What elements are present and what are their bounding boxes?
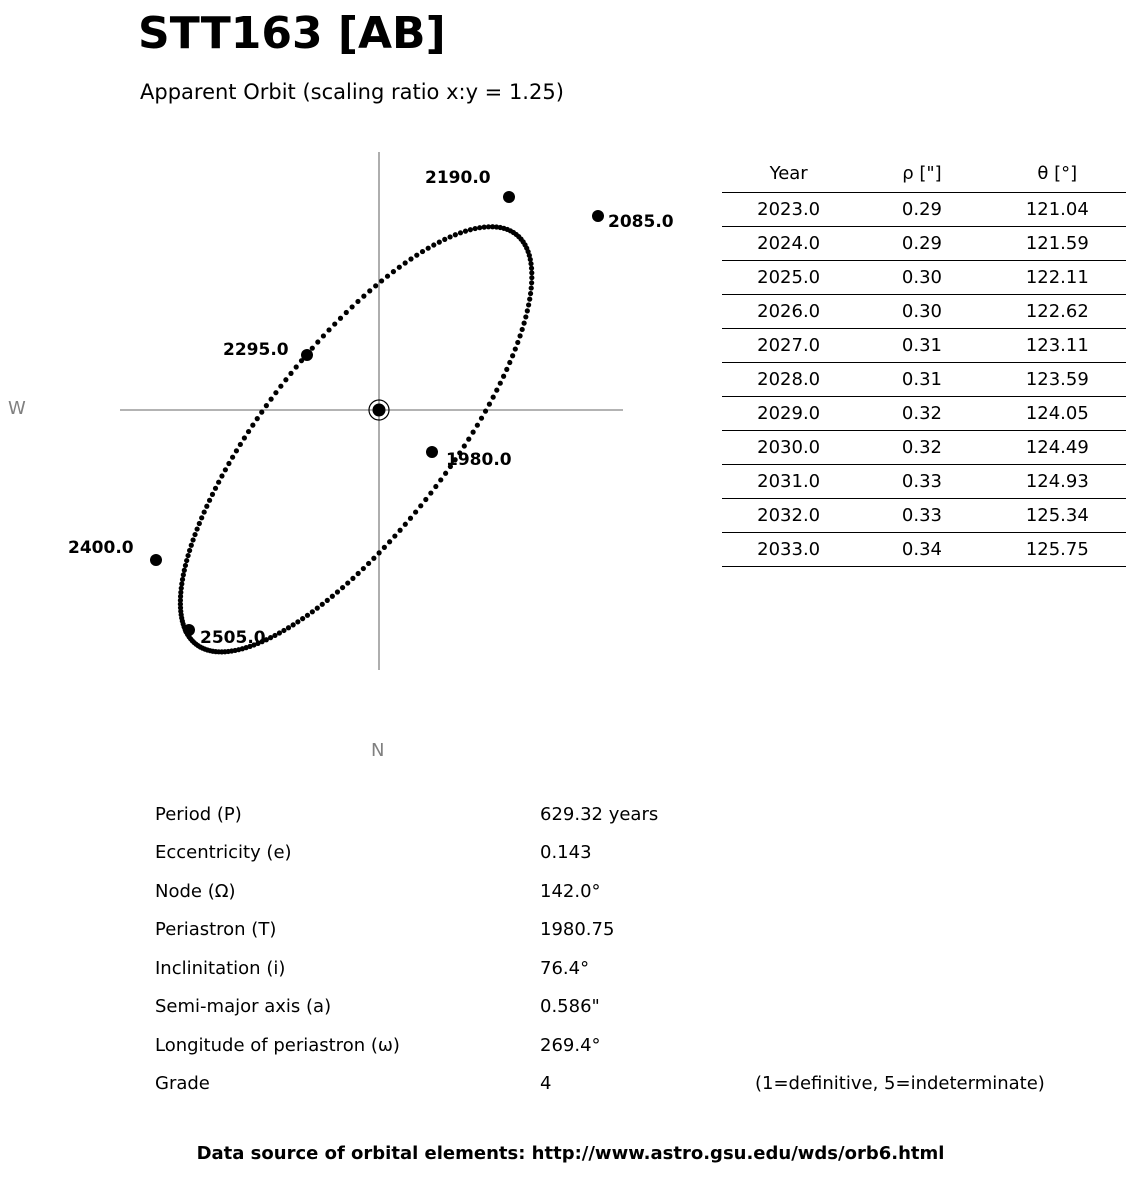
ephemeris-table-body — [722, 193, 1126, 567]
page-title: STT163 [AB] — [138, 8, 446, 59]
data-source-footer: Data source of orbital elements: http://www.astro.gsu.edu/wds/orb6.html — [196, 1143, 945, 1164]
orbit-dot — [305, 613, 310, 618]
orbit-dot — [507, 360, 512, 365]
epoch-marker — [301, 349, 313, 361]
orbital-element-row — [155, 834, 1045, 873]
orbital-element-row — [155, 949, 1045, 988]
element-value: 76.4° — [540, 957, 590, 979]
orbit-dot — [310, 346, 315, 351]
orbit-dot — [238, 442, 243, 447]
orbit-path-dots — [178, 224, 535, 654]
orbit-dot — [475, 423, 480, 428]
orbit-dot — [523, 314, 528, 319]
orbit-dot — [213, 486, 218, 491]
orbit-dot — [528, 291, 533, 296]
orbit-dot — [315, 606, 320, 611]
orbit-dot — [397, 265, 402, 270]
table-row — [722, 193, 1126, 227]
orbit-dot — [288, 371, 293, 376]
orbit-dot — [515, 340, 520, 345]
element-value: 4 — [540, 1073, 552, 1095]
orbit-dot — [522, 321, 527, 326]
orbital-element-row — [155, 1026, 1045, 1065]
orbit-dot — [520, 327, 525, 332]
cell-year: 2030.0 — [722, 431, 855, 465]
cell-theta: 124.93 — [989, 465, 1126, 499]
orbit-dot — [315, 339, 320, 344]
cell-rho: 0.34 — [855, 533, 988, 567]
element-label: Semi-major axis (a) — [155, 996, 332, 1018]
epoch-label: 1980.0 — [446, 450, 512, 470]
orbit-dot — [192, 532, 197, 537]
orbit-dot — [525, 308, 530, 313]
cell-theta: 124.05 — [989, 397, 1126, 431]
orbit-dot — [326, 327, 331, 332]
orbit-dot — [382, 545, 387, 550]
orbit-dot — [529, 285, 534, 290]
element-value: 0.586" — [540, 996, 600, 1018]
orbit-dot — [345, 580, 350, 585]
orbit-dot — [179, 581, 184, 586]
cell-year: 2029.0 — [722, 397, 855, 431]
orbit-dot — [199, 515, 204, 520]
element-label: Inclinitation (i) — [155, 957, 286, 979]
orbit-dot — [202, 509, 207, 514]
orbit-dot — [468, 227, 473, 232]
orbit-dot — [281, 628, 286, 633]
cell-theta: 124.49 — [989, 431, 1126, 465]
orbital-element-row — [155, 795, 1045, 834]
epoch-label: 2085.0 — [608, 212, 674, 232]
orbit-dot — [350, 304, 355, 309]
orbit-dot — [273, 390, 278, 395]
orbit-dot — [277, 630, 282, 635]
orbit-dot — [414, 253, 419, 258]
cell-theta: 125.34 — [989, 499, 1126, 533]
orbit-dot — [473, 226, 478, 231]
cell-year: 2028.0 — [722, 363, 855, 397]
orbit-dot — [180, 577, 185, 582]
orbit-dot — [513, 346, 518, 351]
epoch-label: 2190.0 — [425, 168, 491, 188]
table-row — [722, 329, 1126, 363]
orbit-dot — [226, 461, 231, 466]
cell-year: 2025.0 — [722, 261, 855, 295]
orbit-dot — [223, 467, 228, 472]
cell-rho: 0.33 — [855, 465, 988, 499]
orbit-dot — [210, 492, 215, 497]
orbit-dot — [471, 430, 476, 435]
orbit-dot — [453, 232, 458, 237]
orbit-dot — [391, 269, 396, 274]
element-label: Grade — [155, 1073, 210, 1095]
table-row — [722, 363, 1126, 397]
epoch-marker — [426, 446, 438, 458]
orbit-dot — [350, 576, 355, 581]
cell-year: 2031.0 — [722, 465, 855, 499]
orbit-dot — [527, 297, 532, 302]
orbit-dot — [189, 543, 194, 548]
orbit-dot — [403, 260, 408, 265]
element-value: 629.32 years — [540, 803, 659, 825]
orbit-dot — [529, 270, 534, 275]
orbit-dot — [181, 572, 186, 577]
orbit-dot — [230, 455, 235, 460]
cell-theta: 121.04 — [989, 193, 1126, 227]
element-value: 142.0° — [540, 880, 601, 902]
orbit-dot — [433, 484, 438, 489]
orbit-dot — [204, 504, 209, 509]
element-label: Eccentricity (e) — [155, 842, 292, 864]
column-header-theta: θ [°] — [989, 158, 1126, 193]
orbit-dot — [259, 410, 264, 415]
cell-year: 2026.0 — [722, 295, 855, 329]
cell-rho: 0.33 — [855, 499, 988, 533]
orbit-dot — [385, 274, 390, 279]
orbit-dot — [373, 283, 378, 288]
ephemeris-table — [722, 158, 1126, 567]
orbit-dot — [408, 256, 413, 261]
orbit-dot — [504, 367, 509, 372]
cell-year: 2032.0 — [722, 499, 855, 533]
cell-rho: 0.31 — [855, 363, 988, 397]
table-row — [722, 465, 1126, 499]
orbit-dot — [190, 537, 195, 542]
orbit-dot — [408, 516, 413, 521]
orbit-dot — [294, 364, 299, 369]
orbit-dot — [184, 558, 189, 563]
element-value: 1980.75 — [540, 919, 615, 941]
cell-year: 2024.0 — [722, 227, 855, 261]
orbital-elements-list — [155, 795, 1045, 1103]
orbit-dot — [355, 299, 360, 304]
element-note: (1=definitive, 5=indeterminate) — [755, 1073, 1045, 1095]
orbit-dot — [300, 616, 305, 621]
orbit-dot — [397, 528, 402, 533]
axis-label-west: W — [8, 398, 26, 419]
orbit-dot — [185, 553, 190, 558]
orbit-dot — [392, 533, 397, 538]
epoch-marker — [592, 210, 604, 222]
orbital-element-row — [155, 872, 1045, 911]
orbit-dot — [219, 473, 224, 478]
orbit-dot — [195, 526, 200, 531]
cell-year: 2033.0 — [722, 533, 855, 567]
orbit-dot — [510, 353, 515, 358]
cell-theta: 122.62 — [989, 295, 1126, 329]
epoch-label: 2400.0 — [68, 538, 134, 558]
cell-rho: 0.30 — [855, 261, 988, 295]
page-subtitle: Apparent Orbit (scaling ratio x:y = 1.25) — [140, 80, 564, 104]
orbit-dot — [479, 416, 484, 421]
orbit-dot — [379, 278, 384, 283]
apparent-orbit-plot — [8, 140, 700, 780]
epoch-label: 2295.0 — [223, 340, 289, 360]
cell-rho: 0.29 — [855, 227, 988, 261]
orbit-dot — [420, 249, 425, 254]
orbit-dot — [344, 310, 349, 315]
orbit-dot — [361, 566, 366, 571]
table-row — [722, 261, 1126, 295]
orbital-element-row — [155, 1065, 1045, 1104]
orbit-dot — [431, 242, 436, 247]
orbit-dot — [403, 522, 408, 527]
orbit-dot — [477, 225, 482, 230]
orbit-dot — [377, 550, 382, 555]
cell-theta: 123.59 — [989, 363, 1126, 397]
orbit-dot — [528, 261, 533, 266]
cell-rho: 0.30 — [855, 295, 988, 329]
table-row — [722, 397, 1126, 431]
orbit-dot — [367, 288, 372, 293]
cell-theta: 125.75 — [989, 533, 1126, 567]
orbit-dot — [511, 230, 516, 235]
epoch-marker — [183, 624, 195, 636]
column-header-year: Year — [722, 158, 855, 193]
orbit-dot — [216, 480, 221, 485]
cell-rho: 0.32 — [855, 431, 988, 465]
orbit-dot — [501, 374, 506, 379]
cell-theta: 121.59 — [989, 227, 1126, 261]
orbit-dot — [321, 333, 326, 338]
orbit-dot — [325, 598, 330, 603]
orbit-dot — [462, 443, 467, 448]
epoch-marker — [150, 554, 162, 566]
orbit-dot — [448, 234, 453, 239]
orbit-dot — [269, 397, 274, 402]
primary-star-marker — [373, 404, 386, 417]
element-value: 269.4° — [540, 1034, 601, 1056]
orbit-dot — [463, 229, 468, 234]
orbit-dot — [487, 402, 492, 407]
orbit-dot — [295, 619, 300, 624]
orbital-element-row — [155, 911, 1045, 950]
cell-rho: 0.29 — [855, 193, 988, 227]
orbit-dot — [340, 585, 345, 590]
orbit-dot — [423, 497, 428, 502]
orbit-dot — [529, 275, 534, 280]
orbit-dot — [491, 395, 496, 400]
orbit-dot — [234, 448, 239, 453]
orbit-dot — [443, 471, 448, 476]
orbit-dot — [255, 416, 260, 421]
orbit-dot — [387, 539, 392, 544]
orbit-dot — [250, 423, 255, 428]
orbit-dot — [242, 435, 247, 440]
orbit-dot — [426, 246, 431, 251]
orbit-dot — [197, 521, 202, 526]
epoch-marker — [503, 191, 515, 203]
orbit-dot — [338, 316, 343, 321]
orbit-dot — [498, 381, 503, 386]
cell-year: 2027.0 — [722, 329, 855, 363]
column-header-rho: ρ ["] — [855, 158, 988, 193]
orbital-element-row — [155, 988, 1045, 1027]
orbit-dot — [458, 230, 463, 235]
orbit-dot — [428, 490, 433, 495]
orbit-dot — [335, 589, 340, 594]
table-row — [722, 499, 1126, 533]
orbit-dot — [437, 240, 442, 245]
orbit-dot — [320, 602, 325, 607]
orbit-dot — [286, 625, 291, 630]
orbit-diagram-svg — [60, 140, 700, 780]
orbit-dot — [438, 477, 443, 482]
orbit-dot — [418, 503, 423, 508]
orbit-dot — [466, 437, 471, 442]
cell-theta: 122.11 — [989, 261, 1126, 295]
element-label: Periastron (T) — [155, 919, 277, 941]
orbit-dot — [291, 622, 296, 627]
orbit-dot — [246, 429, 251, 434]
orbit-dot — [278, 384, 283, 389]
orbit-dot — [310, 609, 315, 614]
table-row — [722, 431, 1126, 465]
orbit-dot — [517, 333, 522, 338]
orbit-dot — [366, 561, 371, 566]
orbit-dot — [483, 409, 488, 414]
element-label: Longitude of periastron (ω) — [155, 1034, 400, 1056]
orbit-dot — [371, 556, 376, 561]
orbit-dot — [361, 294, 366, 299]
element-value: 0.143 — [540, 842, 592, 864]
orbit-dot — [413, 509, 418, 514]
cell-rho: 0.31 — [855, 329, 988, 363]
orbit-dot — [356, 571, 361, 576]
orbit-dot — [187, 548, 192, 553]
orbit-dot — [332, 321, 337, 326]
element-label: Node (Ω) — [155, 880, 236, 902]
table-row — [722, 227, 1126, 261]
orbit-dot — [264, 403, 269, 408]
cell-rho: 0.32 — [855, 397, 988, 431]
orbit-dot — [183, 563, 188, 568]
cell-year: 2023.0 — [722, 193, 855, 227]
element-label: Period (P) — [155, 803, 242, 825]
table-header-row — [722, 158, 1126, 193]
orbit-dot — [442, 237, 447, 242]
orbit-dot — [283, 377, 288, 382]
orbit-dot — [526, 302, 531, 307]
epoch-label: 2505.0 — [200, 628, 266, 648]
axis-label-north: N — [371, 740, 385, 761]
orbit-dot — [182, 568, 187, 573]
orbit-dot — [529, 266, 534, 271]
table-row — [722, 295, 1126, 329]
orbit-dot — [330, 594, 335, 599]
cell-theta: 123.11 — [989, 329, 1126, 363]
orbit-dot — [207, 498, 212, 503]
table-row — [722, 533, 1126, 567]
orbit-dot — [494, 388, 499, 393]
orbit-dot — [529, 280, 534, 285]
